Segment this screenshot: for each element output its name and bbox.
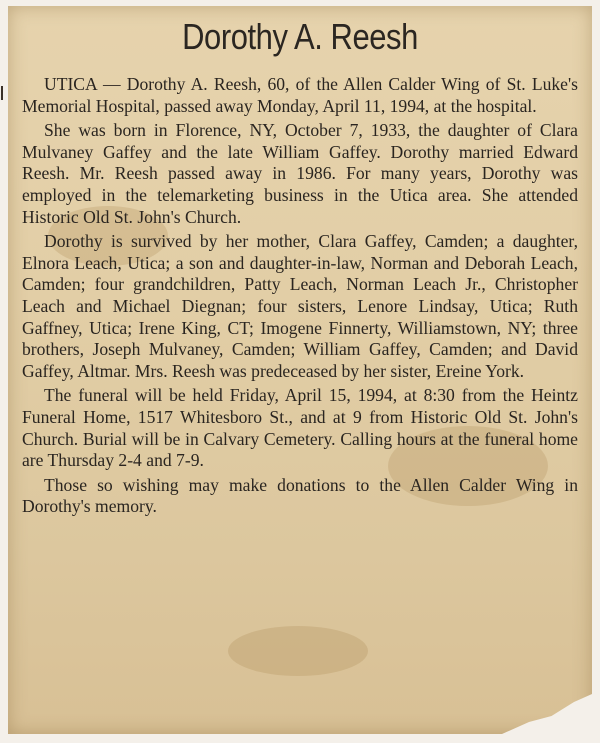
obituary-paragraph: The funeral will be held Friday, April 15, 1994, at 8:30 from the Heintz Funeral Home, 1517 Whitesboro St., and at 9 from Historic Old St. John's Church. Burial will be in Calvary Cemetery. Calling hours at the funeral home are Thursday 2-4 and 7-9. — [22, 385, 578, 471]
newspaper-clipping — [8, 6, 592, 734]
obituary-paragraph: She was born in Florence, NY, October 7, 1933, the daughter of Clara Mulvaney Gaffey and the late William Gaffey. Dorothy married Edward Reesh. Mr. Reesh passed away in 1986. For many years, Dorothy was employed in the telemarketing business in the Utica area. She attended Historic Old St. John's Church. — [22, 120, 578, 227]
obituary-body — [22, 74, 578, 521]
torn-corner — [502, 694, 592, 734]
obituary-paragraph: Those so wishing may make donations to the Allen Calder Wing in Dorothy's memory. — [22, 474, 578, 517]
stain — [228, 626, 368, 676]
obituary-headline: Dorothy A. Reesh — [182, 16, 418, 57]
obituary-paragraph: Dorothy is survived by her mother, Clara Gaffey, Camden; a daughter, Elnora Leach, Utica; a son and daughter-in-law, Norman and Deborah Leach, Camden; four grandchildren, Patty Leach, Norman Leach Jr., Christopher Leach and Michael Diegnan; four sisters, Lenore Lindsay, Utica; Ruth Gaffney, Utica; Irene King, CT; Imogene Finnerty, Williamstown, NY; three brothers, Joseph Mulvaney, Camden; William Gaffey, Camden; and David Gaffey, Altmar. Mrs. Reesh was predeceased by her sister, Ereine York. — [22, 231, 578, 381]
obituary-paragraph: UTICA — Dorothy A. Reesh, 60, of the Allen Calder Wing of St. Luke's Memorial Hospital, passed away Monday, April 11, 1994, at the hospital. — [22, 74, 578, 116]
page-edge-mark — [1, 86, 3, 100]
